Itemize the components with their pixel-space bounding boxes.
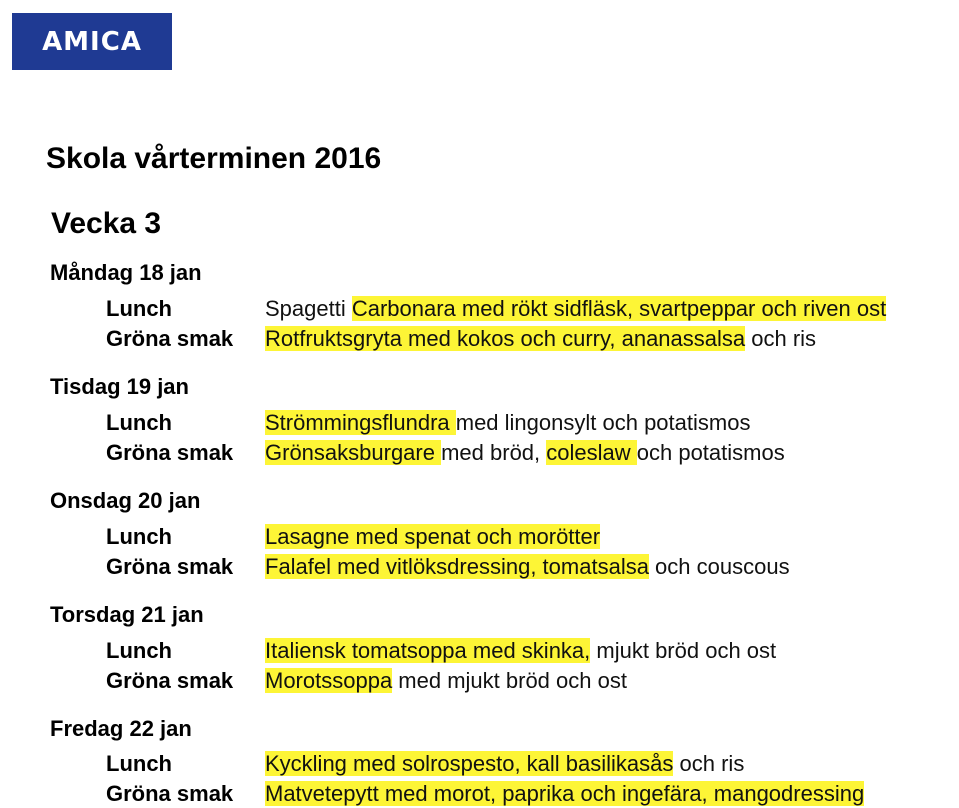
dish-text: och ris <box>745 326 817 351</box>
highlighted-text: Rotfruktsgryta med kokos och curry, ananassalsa <box>265 326 746 351</box>
dish-monday-grona-smak <box>265 326 816 352</box>
day-heading-monday: Måndag 18 jan <box>50 260 202 285</box>
meal-label-grona-smak: Gröna smak <box>106 554 234 579</box>
day-heading-tuesday: Tisdag 19 jan <box>50 374 189 399</box>
highlighted-text: Strömmingsflundra <box>265 410 456 435</box>
dish-friday-grona-smak <box>265 781 864 807</box>
dish-text: Spagetti <box>265 296 352 321</box>
highlighted-text: Matvetepytt med morot, paprika och ingefära, mangodressing <box>265 781 865 806</box>
meal-label-lunch: Lunch <box>106 524 172 549</box>
dish-text: och couscous <box>648 554 790 579</box>
highlighted-text: Falafel med vitlöksdressing, tomatsalsa <box>265 554 649 579</box>
meal-label-grona-smak: Gröna smak <box>106 668 234 693</box>
dish-wednesday-grona-smak <box>265 554 790 580</box>
day-heading-wednesday: Onsdag 20 jan <box>50 488 201 513</box>
meal-label-lunch: Lunch <box>106 751 172 776</box>
dish-tuesday-grona-smak <box>265 440 785 466</box>
dish-thursday-lunch <box>265 638 776 664</box>
highlighted-text: Kyckling med solrospesto, kall basilikasås <box>265 751 674 776</box>
meal-label-grona-smak: Gröna smak <box>106 440 234 465</box>
dish-friday-lunch <box>265 751 744 777</box>
page-title: Skola vårterminen 2016 <box>46 142 382 175</box>
highlighted-text: Lasagne med spenat och morötter <box>265 524 601 549</box>
meal-label-lunch: Lunch <box>106 296 172 321</box>
dish-text: och potatismos <box>636 440 785 465</box>
highlighted-text: Carbonara med rökt sidfläsk, svartpeppar och riven ost <box>351 296 887 321</box>
dish-text: och ris <box>673 751 745 776</box>
dish-tuesday-lunch <box>265 410 750 436</box>
dish-text: med mjukt bröd och ost <box>392 668 627 693</box>
highlighted-text: Morotssoppa <box>265 668 393 693</box>
dish-text: med lingonsylt och potatismos <box>455 410 751 435</box>
dish-thursday-grona-smak <box>265 668 627 694</box>
highlighted-text: Italiensk tomatsoppa med skinka, <box>265 638 591 663</box>
meal-label-grona-smak: Gröna smak <box>106 781 234 806</box>
day-heading-friday: Fredag 22 jan <box>50 716 192 741</box>
logo-text: AMICA <box>42 26 142 57</box>
dish-wednesday-lunch <box>265 524 600 550</box>
meal-label-lunch: Lunch <box>106 410 172 435</box>
day-heading-thursday: Torsdag 21 jan <box>50 602 204 627</box>
meal-label-lunch: Lunch <box>106 638 172 663</box>
dish-text: mjukt bröd och ost <box>590 638 777 663</box>
highlighted-text: Grönsaksburgare <box>265 440 442 465</box>
week-heading: Vecka 3 <box>51 207 162 240</box>
highlighted-text: coleslaw <box>546 440 637 465</box>
dish-monday-lunch <box>265 296 886 322</box>
amica-logo <box>12 13 172 70</box>
meal-label-grona-smak: Gröna smak <box>106 326 234 351</box>
dish-text: med bröd, <box>441 440 547 465</box>
